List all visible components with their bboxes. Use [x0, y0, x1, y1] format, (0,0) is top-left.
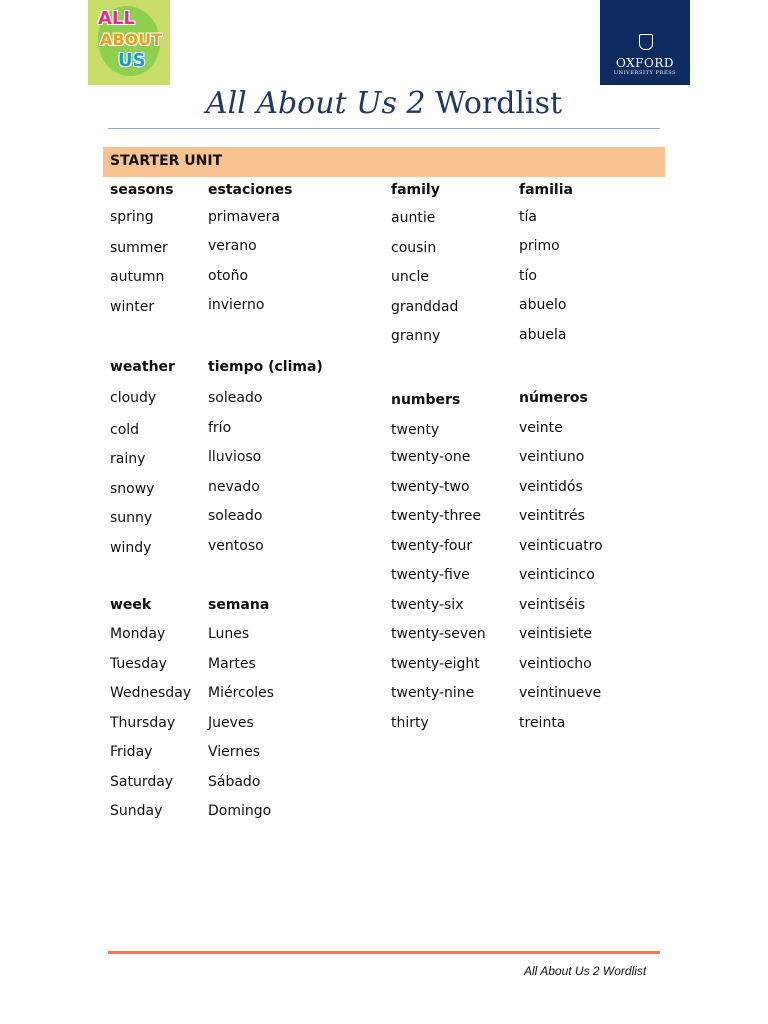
week-word-es: Sábado	[208, 774, 261, 790]
seasons-word-en: spring	[110, 209, 154, 225]
weather-word-en: cold	[110, 422, 140, 438]
numbers-word-es: veintinueve	[519, 685, 602, 701]
seasons-word-es: primavera	[208, 209, 280, 225]
week-word-es: Martes	[208, 656, 256, 672]
numbers-word-en: twenty-three	[391, 508, 482, 524]
numbers-word-es: veintiuno	[519, 449, 585, 465]
weather-word-es: frío	[208, 420, 232, 436]
family-word-es: primo	[519, 238, 560, 254]
family-word-en: granddad	[391, 299, 459, 315]
unit-label: STARTER UNIT	[110, 153, 223, 169]
week-word-en: Friday	[110, 744, 153, 760]
numbers-word-es: veintiséis	[519, 597, 586, 613]
seasons-word-es: invierno	[208, 297, 265, 313]
numbers-word-en: twenty-six	[391, 597, 464, 613]
numbers-word-en: twenty-five	[391, 567, 470, 583]
numbers-word-en: twenty-seven	[391, 626, 486, 642]
unit-header	[103, 147, 665, 177]
numbers-heading-es: números	[519, 390, 588, 406]
week-word-en: Thursday	[110, 715, 176, 731]
week-heading-es: semana	[208, 597, 270, 613]
week-word-es: Miércoles	[208, 685, 275, 701]
week-word-en: Wednesday	[110, 685, 192, 701]
numbers-word-en: twenty-nine	[391, 685, 475, 701]
seasons-word-es: verano	[208, 238, 257, 254]
oxford-logo-name: OXFORD	[616, 56, 674, 70]
numbers-heading-en: numbers	[391, 392, 461, 408]
weather-word-en: rainy	[110, 451, 146, 467]
family-word-en: granny	[391, 328, 441, 344]
seasons-heading-en: seasons	[110, 182, 174, 198]
numbers-word-en: thirty	[391, 715, 429, 731]
numbers-word-en: twenty-two	[391, 479, 470, 495]
family-word-es: tío	[519, 268, 537, 284]
week-word-es: Viernes	[208, 744, 261, 760]
family-word-es: tía	[519, 209, 537, 225]
footer-divider	[108, 951, 660, 954]
numbers-word-es: veinticinco	[519, 567, 595, 583]
weather-heading-en: weather	[110, 359, 175, 375]
logo-text-about: ABOUT	[100, 30, 163, 49]
weather-word-en: sunny	[110, 510, 153, 526]
page-title-rest: Wordlist	[435, 86, 563, 121]
footer-label: All About Us 2 Wordlist	[524, 964, 647, 978]
weather-word-es: lluvioso	[208, 449, 262, 465]
page-title	[0, 86, 768, 121]
weather-word-es: soleado	[208, 390, 263, 406]
numbers-word-es: veintidós	[519, 479, 583, 495]
numbers-word-es: veinte	[519, 420, 563, 436]
weather-word-en: windy	[110, 540, 152, 556]
title-divider	[108, 128, 660, 129]
oxford-logo	[600, 0, 690, 85]
weather-word-es: ventoso	[208, 538, 264, 554]
logo-text-all: ALL	[98, 8, 135, 29]
numbers-word-es: veintiocho	[519, 656, 592, 672]
page-title-italic: All About Us 2	[205, 86, 426, 121]
week-word-en: Monday	[110, 626, 166, 642]
seasons-word-en: autumn	[110, 269, 165, 285]
weather-word-en: cloudy	[110, 390, 157, 406]
all-about-us-logo	[88, 0, 170, 85]
week-word-en: Tuesday	[110, 656, 167, 672]
weather-heading-es: tiempo (clima)	[208, 359, 323, 375]
numbers-word-en: twenty-one	[391, 449, 471, 465]
week-word-es: Lunes	[208, 626, 250, 642]
oxford-logo-sub: UNIVERSITY PRESS	[613, 70, 677, 76]
family-heading-en: family	[391, 182, 440, 198]
family-word-es: abuelo	[519, 297, 567, 313]
numbers-word-es: veintisiete	[519, 626, 592, 642]
family-word-es: abuela	[519, 327, 567, 343]
numbers-word-en: twenty-eight	[391, 656, 480, 672]
logo-text-us: US	[118, 50, 146, 71]
weather-word-es: nevado	[208, 479, 260, 495]
week-word-es: Jueves	[208, 715, 254, 731]
family-heading-es: familia	[519, 182, 573, 198]
oxford-crest-icon	[639, 34, 653, 50]
seasons-word-en: winter	[110, 299, 155, 315]
week-word-en: Saturday	[110, 774, 174, 790]
numbers-word-es: veintitrés	[519, 508, 585, 524]
weather-word-es: soleado	[208, 508, 263, 524]
weather-word-en: snowy	[110, 481, 155, 497]
seasons-word-en: summer	[110, 240, 168, 256]
family-word-en: uncle	[391, 269, 429, 285]
family-word-en: cousin	[391, 240, 437, 256]
week-word-es: Domingo	[208, 803, 272, 819]
numbers-word-en: twenty-four	[391, 538, 473, 554]
family-word-en: auntie	[391, 210, 436, 226]
week-word-en: Sunday	[110, 803, 163, 819]
numbers-word-es: veinticuatro	[519, 538, 603, 554]
seasons-word-es: otoño	[208, 268, 249, 284]
numbers-word-es: treinta	[519, 715, 566, 731]
week-heading-en: week	[110, 597, 152, 613]
numbers-word-en: twenty	[391, 422, 440, 438]
seasons-heading-es: estaciones	[208, 182, 293, 198]
